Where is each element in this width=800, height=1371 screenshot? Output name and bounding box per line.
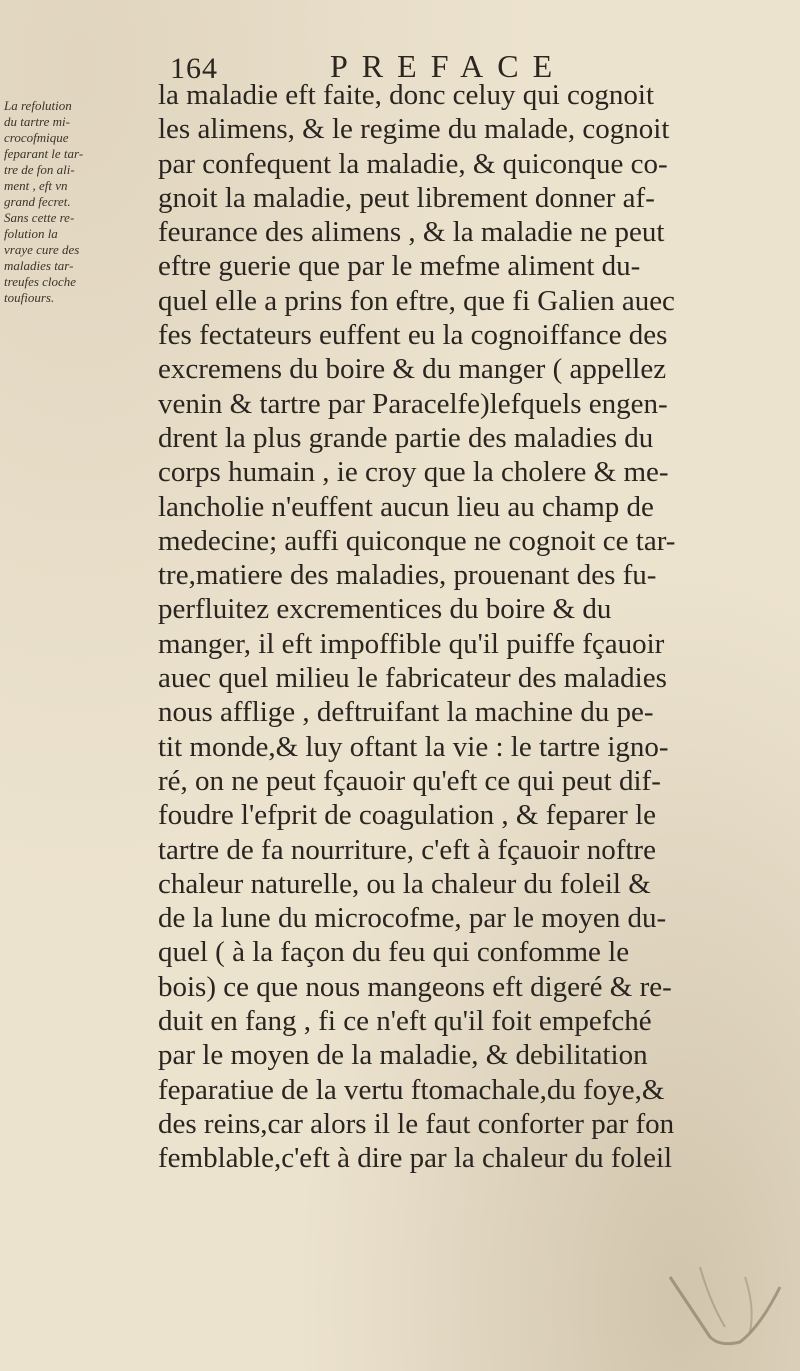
marginal-note <box>4 98 156 306</box>
text-line: duit en fang , fi ce n'eft qu'il foit empefché <box>158 1005 652 1038</box>
margin-note-line: treufes cloche <box>4 274 77 289</box>
text-line: perfluitez excrementices du boire & du <box>158 593 612 626</box>
text-line: fes fectateurs euffent eu la cognoiffance des <box>158 319 668 352</box>
text-line: corps humain , ie croy que la cholere & me- <box>158 456 669 489</box>
text-line: bois) ce que nous mangeons eft digeré & re- <box>158 970 672 1003</box>
text-line: des reins,car alors il le faut conforter par fon <box>158 1107 675 1140</box>
text-line: chaleur naturelle, ou la chaleur du foleil & <box>158 867 651 900</box>
text-line: tit monde,& luy oftant la vie : le tartre igno- <box>158 730 669 763</box>
body-text <box>158 78 790 1176</box>
text-line: tre,matiere des maladies, prouenant des fu- <box>158 559 657 592</box>
text-line: de la lune du microcofme, par le moyen du- <box>158 902 667 935</box>
running-title: PREFACE <box>330 48 567 84</box>
text-line: tartre de fa nourriture, c'eft à fçauoir noftre <box>158 833 656 866</box>
text-line: feurance des alimens , & la maladie ne peut <box>158 216 665 249</box>
text-line: par confequent la maladie, & quiconque co- <box>158 147 668 180</box>
margin-note-line: vraye cure des <box>4 242 80 257</box>
text-line: gnoit la maladie, peut librement donner af- <box>158 181 655 214</box>
text-line: par le moyen de la maladie, & debilitation <box>158 1039 648 1072</box>
margin-note-line: grand fecret. <box>4 194 71 209</box>
text-line: medecine; auffi quiconque ne cognoit ce tar- <box>158 524 676 557</box>
text-line: feparatiue de la vertu ftomachale,du foye,& <box>158 1073 665 1106</box>
margin-note-line: du tartre mi- <box>4 114 70 129</box>
page-header <box>170 42 590 85</box>
margin-note-line: crocofmique <box>4 130 69 145</box>
text-line: la maladie eft faite, donc celuy qui cognoit <box>158 79 655 111</box>
margin-note-line: ment , eft vn <box>4 178 68 193</box>
margin-note-line: folution la <box>4 226 58 241</box>
text-line: nous afflige , deftruifant la machine du pe- <box>158 696 654 729</box>
text-line: foudre l'efprit de coagulation , & feparer le <box>158 799 656 832</box>
text-line: quel elle a prins fon eftre, que fi Galien auec <box>158 284 675 317</box>
text-line: ré, on ne peut fçauoir qu'eft ce qui peut dif- <box>158 764 661 797</box>
text-line: femblable,c'eft à dire par la chaleur du foleil <box>158 1142 673 1175</box>
margin-note-line: La refolution <box>4 98 72 113</box>
margin-note-line: Sans cette re- <box>4 210 75 225</box>
page-number: 164 <box>170 52 218 85</box>
text-line: excremens du boire & du manger ( appellez <box>158 353 667 386</box>
margin-note-line: maladies tar- <box>4 258 74 273</box>
text-line: manger, il eft impoffible qu'il puiffe fçauoir <box>158 627 665 660</box>
text-line: drent la plus grande partie des maladies du <box>158 421 654 454</box>
text-line: auec quel milieu le fabricateur des maladies <box>158 662 667 695</box>
margin-note-line: feparant le tar- <box>4 146 84 161</box>
paper-stain-decoration <box>650 1247 790 1357</box>
margin-note-line: tre de fon ali- <box>4 162 75 177</box>
text-line: quel ( à la façon du feu qui confomme le <box>158 936 630 969</box>
text-line: venin & tartre par Paracelfe)lefquels engen- <box>158 387 668 420</box>
text-line: lancholie n'euffent aucun lieu au champ de <box>158 490 654 523</box>
text-line: eftre guerie que par le mefme aliment du- <box>158 250 641 283</box>
text-line: les alimens, & le regime du malade, cognoit <box>158 113 670 146</box>
margin-note-line: toufiours. <box>4 290 55 305</box>
